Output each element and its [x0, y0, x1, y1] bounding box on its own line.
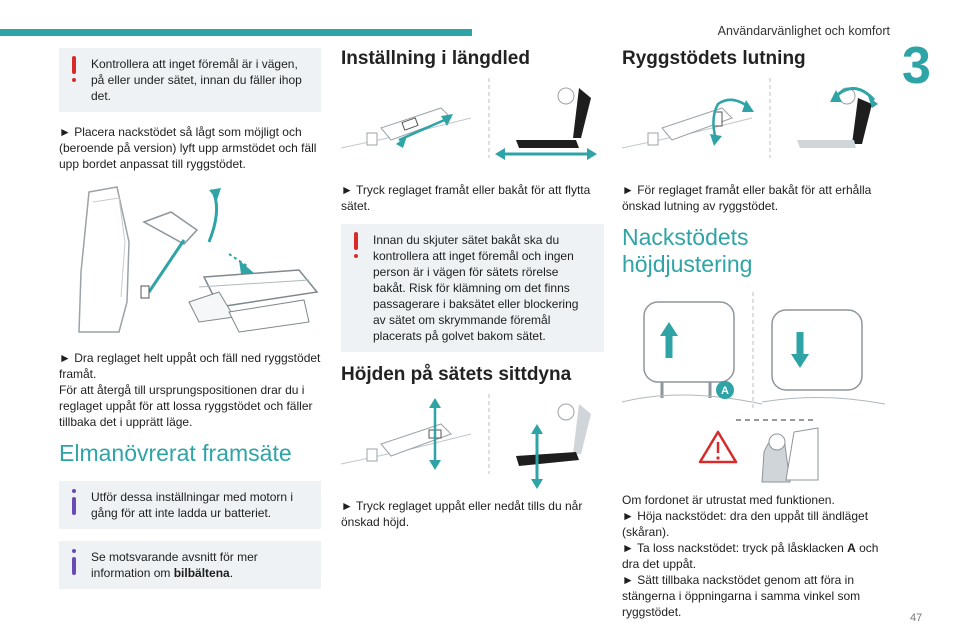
instruction-text	[622, 540, 885, 572]
section-title: Elmanövrerat framsäte	[59, 440, 292, 466]
warning-exclamation-icon	[71, 56, 77, 88]
info-box	[59, 481, 321, 529]
seatbelt-reference: bilbältena	[173, 566, 230, 580]
headrest-height-illustration	[622, 292, 885, 484]
seat-height-illustration	[341, 394, 604, 490]
instruction-text: ► Höja nackstödet: dra den uppåt till ändläget (skåran).	[622, 509, 869, 539]
info-icon	[71, 489, 77, 521]
warning-box	[59, 48, 321, 112]
folding-seat-illustration	[59, 182, 321, 342]
column-3	[622, 48, 885, 630]
warning-text: Kontrollera att inget föremål är i vägen, på eller under sätet, innan du fäller ihop det.	[91, 57, 302, 103]
instruction-text-suffix: och dra det uppåt.	[622, 541, 879, 571]
instruction-text: ► Sätt tillbaka nackstödet genom att föra in stängerna i öppningarna i samma vinkel som ryggstödet.	[622, 573, 861, 619]
info-text: Utför dessa inställningar med motorn i gång för att inte ladda ur batteriet.	[91, 490, 294, 520]
instruction-text: ► Tryck reglaget framåt eller bakåt för att flytta sätet.	[341, 183, 591, 213]
chapter-title: Användarvänlighet och komfort	[717, 24, 890, 38]
backrest-angle-illustration	[622, 78, 885, 174]
instruction-text: ► Tryck reglaget uppåt eller nedåt tills du når önskad höjd.	[341, 499, 583, 529]
column-2	[341, 48, 604, 540]
instruction-text: ► För reglaget framåt eller bakåt för att erhålla önskad lutning av ryggstödet.	[622, 183, 872, 213]
warning-text: Innan du skjuter sätet bakåt ska du kontrollera att inget föremål och ingen person är i vägen för sätets rörelse bakåt. Risk för klämning om det finns passagerare i baksätet eller blockering av sätet om skrymmande föremål placerats på golvet bakom sätet.	[373, 233, 579, 343]
instruction-text: För att återgå till ursprungspositionen drar du i reglaget uppåt för att lossa ryggstödet och fäller tillbaka det i upprätt läge.	[59, 383, 313, 429]
label-a: A	[721, 385, 729, 397]
warning-box	[341, 224, 604, 352]
info-icon	[71, 549, 77, 581]
info-text: Se motsvarande avsnitt för mer information om	[91, 550, 258, 580]
longitudinal-adjust-illustration	[341, 78, 604, 174]
section-title: Höjden på sätets sittdyna	[341, 364, 572, 385]
section-title: Inställning i längdled	[341, 48, 530, 69]
instruction-text: ► Dra reglaget helt uppåt och fäll ned ryggstödet framåt.	[59, 351, 321, 381]
chapter-number: 3	[902, 37, 931, 95]
info-text: Om fordonet är utrustat med funktionen.	[622, 493, 835, 507]
column-1	[59, 48, 321, 601]
page-number: 47	[910, 612, 923, 624]
info-text-suffix: .	[229, 566, 234, 580]
header-accent-bar	[0, 29, 472, 36]
section-title: Nackstödets höjdjustering	[622, 224, 753, 277]
instruction-text: ► Placera nackstödet så lågt som möjligt och (beroende på version) lyft upp armstödet och fäll upp bordet anpassat till ryggstödet.	[59, 125, 317, 171]
label-a-reference: A	[847, 541, 856, 555]
warning-exclamation-icon	[353, 232, 359, 264]
instruction-text-prefix: ► Ta loss nackstödet: tryck på låsklacken	[622, 541, 848, 555]
section-title: Ryggstödets lutning	[622, 48, 806, 69]
info-box	[59, 541, 321, 589]
